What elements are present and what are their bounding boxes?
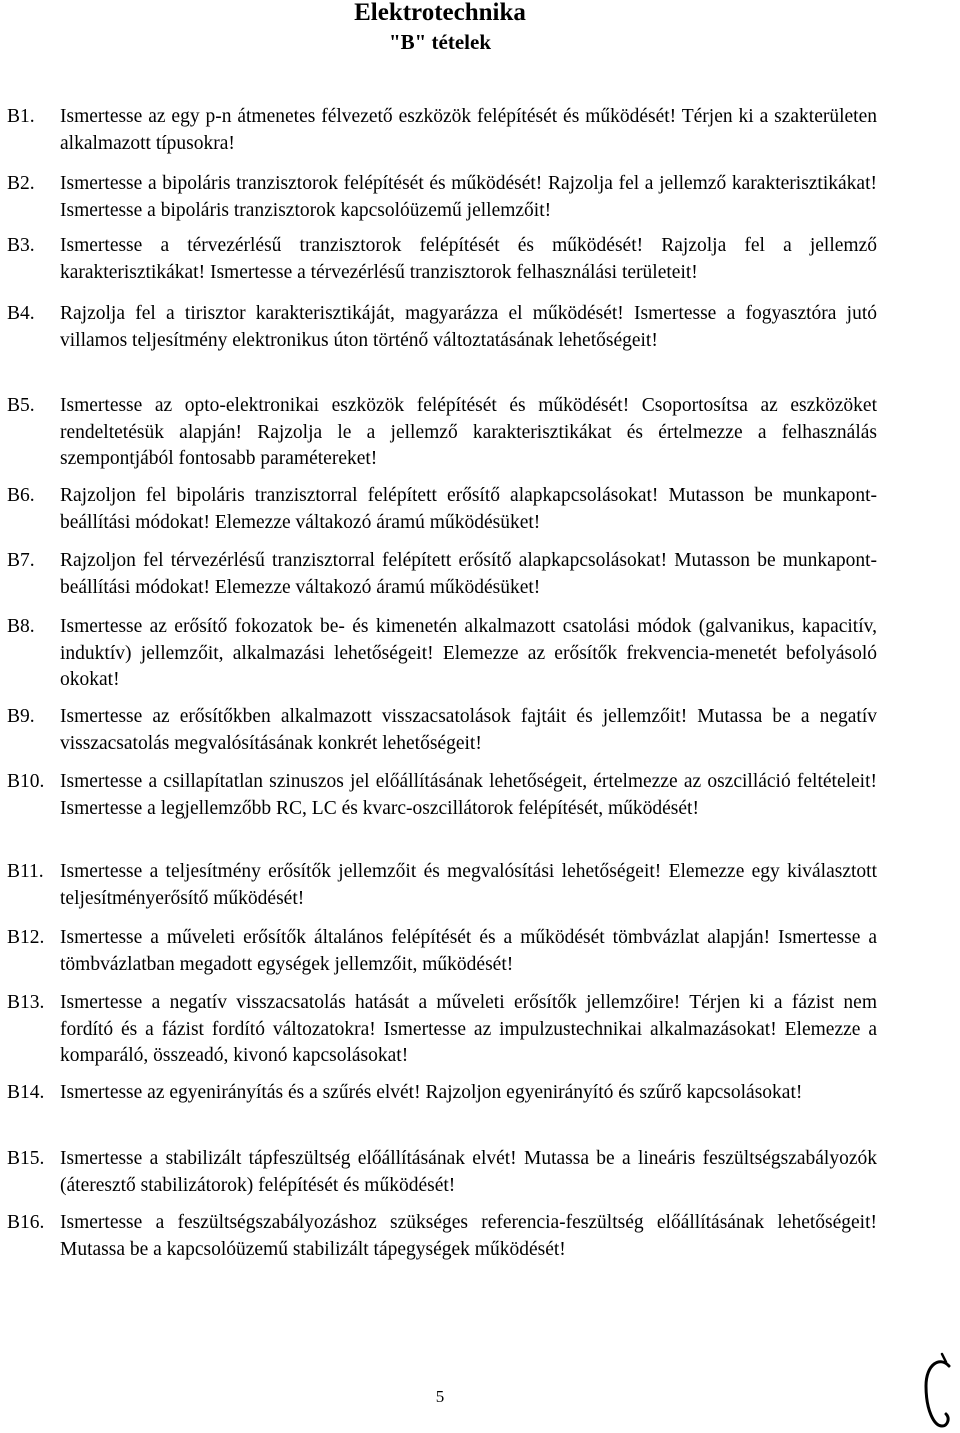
topic-text: Ismertesse a csillapítatlan szinuszos jel előállításának lehetőségeit, értelmezze az oszcilláció feltételeit! Ismertesse a legjellemzőbb RC, LC és kvarc-oszcillátorok felépítését, működését! [60,771,877,819]
topic-number: B2. [7,173,35,194]
topic-text: Ismertesse a teljesítmény erősítők jellemzőit és megvalósítási lehetőségeit! Elemezze egy kiválasztott teljesítményerősítő működését! [60,861,877,909]
topic-number: B3. [7,235,35,256]
topic-number: B15. [7,1148,45,1169]
page-subtitle: "B" tételek [388,30,492,54]
topic-text: Rajzoljon fel bipoláris tranzisztorral felépített erősítő alapkapcsolásokat! Mutasson be munkapont-beállítási módokat! Elemezze váltakozó áramú működésüket! [60,485,877,533]
topic-text: Ismertesse a negatív visszacsatolás hatását a műveleti erősítők jellemzőire! Térjen ki a fázist nem fordító és a fázist fordító változatokra! Ismertesse az impulzustechnikai alkalmazásokat! Elemezze a komparáló, összeadó, kivonó kapcsolásokat! [60,992,877,1067]
topic-number: B7. [7,550,35,571]
topic-text: Ismertesse a feszültségszabályozáshoz szükséges referencia-feszültség előállításának lehetőségeit! Mutassa be a kapcsolóüzemű stabilizált tápegységek működését! [60,1212,877,1260]
topic-text: Ismertesse az erősítő fokozatok be- és kimenetén alkalmazott csatolási módok (galvanikus, kapacitív, induktív) jellemzőit, alkalmazási lehetőségeit! Elemezze az erősítők frekvencia-menetét befolyásoló okokat! [60,616,877,691]
topic-text: Ismertesse a térvezérlésű tranzisztorok felépítését és működését! Rajzolja fel a jellemző karakterisztikákat! Ismertesse a térvezérlésű tranzisztorok felhasználási területeit! [60,235,877,283]
topic-text: Ismertesse az egyenirányítás és a szűrés elvét! Rajzoljon egyenirányító és szűrő kapcsolásokat! [60,1082,803,1103]
topic-number: B10. [7,771,45,792]
topic-number: B16. [7,1212,45,1233]
topic-text: Rajzoljon fel térvezérlésű tranzisztorral felépített erősítő alapkapcsolásokat! Mutasson be munkapont-beállítási módokat! Elemezze váltakozó áramú működésüket! [60,550,877,598]
topic-text: Ismertesse a műveleti erősítők általános felépítését és a működését tömbvázlat alapján! Ismertesse a tömbvázlatban megadott egységek jellemzőit, működését! [60,927,877,975]
topic-text: Ismertesse a stabilizált tápfeszültség előállításának elvét! Mutassa be a lineáris feszültségszabályozók (áteresztő stabilizátorok) felépítését és működését! [60,1148,877,1196]
topic-number: B11. [7,861,44,882]
signature-mark [918,1352,958,1432]
topic-number: B14. [7,1082,45,1103]
page-title: Elektrotechnika [354,0,526,26]
page-number: 5 [435,1387,445,1406]
topic-text: Rajzolja fel a tirisztor karakterisztikáját, magyarázza el működését! Ismertesse a fogyasztóra jutó villamos teljesítmény elektronikus úton történő változtatásának lehetőségeit! [60,303,877,351]
topic-text: Ismertesse az erősítőkben alkalmazott visszacsatolások fajtáit és jellemzőit! Mutassa be a negatív visszacsatolás megvalósításának konkrét lehetőségeit! [60,706,877,754]
topic-number: B6. [7,485,35,506]
topic-number: B1. [7,106,35,127]
topic-number: B4. [7,303,35,324]
topic-text: Ismertesse a bipoláris tranzisztorok felépítését és működését! Rajzolja fel a jellemző karakterisztikákat! Ismertesse a bipoláris tranzisztorok kapcsolóüzemű jellemzőit! [60,173,877,221]
topic-number: B12. [7,927,45,948]
topic-number: B13. [7,992,45,1013]
topic-text: Ismertesse az egy p-n átmenetes félvezető eszközök felépítését és működését! Térjen ki a szakterületen alkalmazott típusokra! [60,106,877,154]
topic-text: Ismertesse az opto-elektronikai eszközök felépítését és működését! Csoportosítsa az eszközöket rendeltetésük alapján! Rajzolja le a jellemző karakterisztikákat és értelmezze a felhasználás szempontjából fontosabb paramétereket! [60,395,877,470]
topic-number: B5. [7,395,35,416]
topic-number: B9. [7,706,35,727]
topic-number: B8. [7,616,35,637]
